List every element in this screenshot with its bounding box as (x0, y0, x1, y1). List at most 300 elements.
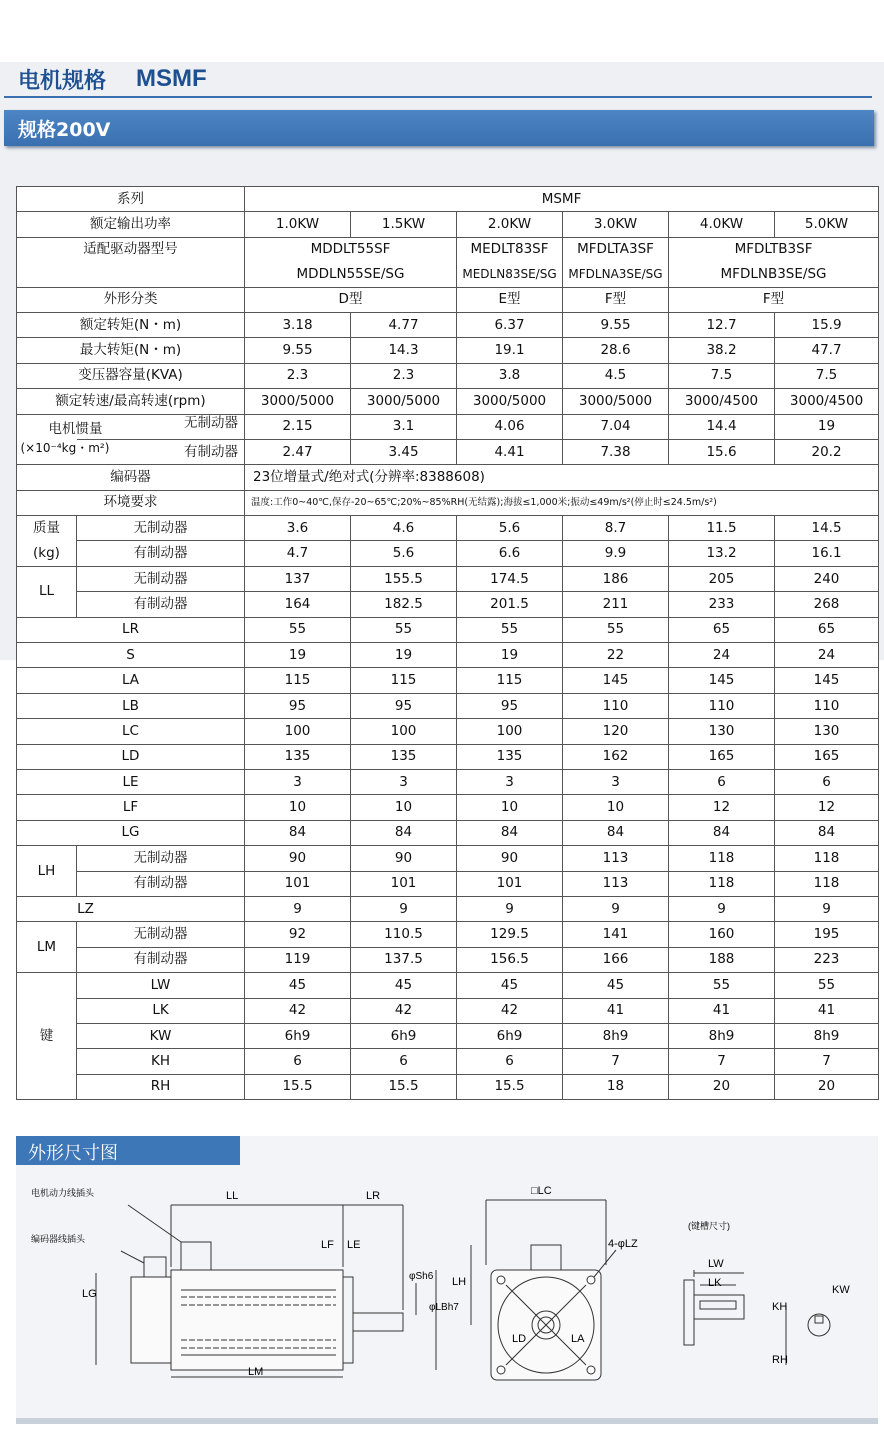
value-cell: 268 (775, 592, 879, 617)
row-lm-no-brake (17, 922, 879, 947)
value-cell: 186 (563, 566, 669, 591)
value-cell: 19 (351, 643, 457, 668)
with-brake-label: 有制动器 (184, 443, 238, 460)
value-cell: 19.1 (457, 338, 563, 363)
driver-e-2: MEDLN83SE/SG (457, 262, 563, 287)
value-cell: 9 (457, 896, 563, 921)
value-cell: 3.45 (351, 439, 457, 464)
kw-dim-label: KW (832, 1284, 850, 1296)
rh-dim-label: RH (772, 1354, 788, 1366)
value-cell: 90 (351, 846, 457, 871)
value-cell: 84 (775, 820, 879, 845)
dimension-drawing (16, 1165, 878, 1415)
value-cell: 7 (669, 1049, 775, 1074)
value-cell: 4.5 (563, 363, 669, 388)
lk-dim-label: LK (708, 1277, 722, 1289)
value-cell: 5.6 (351, 541, 457, 566)
value-cell: 166 (563, 947, 669, 972)
row-max-torque (17, 338, 879, 363)
value-cell: 19 (457, 643, 563, 668)
no-brake-label: 无制动器 (184, 415, 238, 432)
value-cell: 9 (245, 896, 351, 921)
kh-dim-label: KH (772, 1301, 788, 1313)
value-cell: 141 (563, 922, 669, 947)
row-lm-with-brake (17, 947, 879, 972)
value-cell: 84 (563, 820, 669, 845)
row-environment (17, 490, 879, 515)
power-cell: 1.5KW (351, 212, 457, 237)
value-cell: 7.38 (563, 439, 669, 464)
value-cell: 5.6 (457, 516, 563, 541)
value-cell: 3000/5000 (351, 389, 457, 414)
value-cell: 130 (775, 719, 879, 744)
value-cell: 20 (775, 1074, 879, 1099)
driver-f3-2: MFDLNA3SE/SG (563, 262, 669, 287)
value-cell: 41 (563, 998, 669, 1023)
inertia-label-text: 电机惯量 (48, 421, 103, 438)
value-cell: 3.6 (245, 516, 351, 541)
driver-d-1: MDDLT55SF (245, 237, 457, 262)
value-cell: 9.55 (563, 312, 669, 337)
section-header (4, 110, 874, 146)
value-cell: 100 (245, 719, 351, 744)
no-brake-label: 无制动器 (77, 566, 245, 591)
value-cell: 18 (563, 1074, 669, 1099)
value-cell: 92 (245, 922, 351, 947)
value-cell: 10 (457, 795, 563, 820)
value-cell: 195 (775, 922, 879, 947)
value-cell: 6h9 (245, 1023, 351, 1048)
spec-table (16, 186, 879, 1100)
value-cell: 165 (669, 744, 775, 769)
with-brake-label: 有制动器 (77, 541, 245, 566)
dim-label: LC (17, 719, 245, 744)
series-label: 系列 (17, 187, 245, 212)
value-cell: 2.3 (245, 363, 351, 388)
value-cell: 9 (669, 896, 775, 921)
value-cell: 145 (563, 668, 669, 693)
value-cell: 2.3 (351, 363, 457, 388)
value-cell: 4.06 (457, 414, 563, 439)
value-cell: 145 (669, 668, 775, 693)
row-label: 最大转矩(N・m) (17, 338, 245, 363)
value-cell: 14.4 (669, 414, 775, 439)
lr-dim-label: LR (366, 1190, 381, 1202)
value-cell: 15.5 (245, 1074, 351, 1099)
row-label: 额定转矩(N・m) (17, 312, 245, 337)
value-cell: 2.47 (245, 439, 351, 464)
value-cell: 14.5 (775, 516, 879, 541)
mass-unit: (kg) (17, 541, 77, 566)
dim-label: LR (17, 617, 245, 642)
value-cell: 115 (245, 668, 351, 693)
value-cell: 135 (245, 744, 351, 769)
row-shape (17, 287, 879, 312)
value-cell: 42 (245, 998, 351, 1023)
value-cell: 201.5 (457, 592, 563, 617)
value-cell: 9.55 (245, 338, 351, 363)
value-cell: 115 (351, 668, 457, 693)
value-cell: 95 (457, 693, 563, 718)
value-cell: 100 (457, 719, 563, 744)
value-cell: 3.8 (457, 363, 563, 388)
row-encoder (17, 465, 879, 490)
row-driver (17, 237, 879, 262)
row-inertia-no-brake (17, 414, 879, 439)
value-cell: 55 (563, 617, 669, 642)
lbh7-dim-label: φLBh7 (429, 1302, 459, 1313)
value-cell: 160 (669, 922, 775, 947)
driver-f4-2: MFDLNB3SE/SG (669, 262, 879, 287)
value-cell: 6 (245, 1049, 351, 1074)
value-cell: 3000/5000 (457, 389, 563, 414)
value-cell: 174.5 (457, 566, 563, 591)
row-label: 变压器容量(KVA) (17, 363, 245, 388)
value-cell: 9 (563, 896, 669, 921)
row-lh-no-brake (17, 846, 879, 871)
value-cell: 42 (351, 998, 457, 1023)
value-cell: 45 (563, 973, 669, 998)
row-key-lk (17, 998, 879, 1023)
value-cell: 6 (775, 769, 879, 794)
value-cell: 42 (457, 998, 563, 1023)
value-cell: 84 (245, 820, 351, 845)
row-dim (17, 795, 879, 820)
value-cell: 45 (457, 973, 563, 998)
value-cell: 10 (351, 795, 457, 820)
value-cell: 55 (457, 617, 563, 642)
value-cell: 137.5 (351, 947, 457, 972)
row-speed (17, 389, 879, 414)
drawing-title: 外形尺寸图 (28, 1143, 118, 1164)
ll-dim-label: LL (226, 1190, 239, 1202)
env-label: 环境要求 (17, 490, 245, 515)
value-cell: 90 (245, 846, 351, 871)
row-dim (17, 719, 879, 744)
row-mass-with-brake (17, 541, 879, 566)
value-cell: 8h9 (775, 1023, 879, 1048)
value-cell: 55 (245, 617, 351, 642)
row-dim (17, 693, 879, 718)
value-cell: 4.77 (351, 312, 457, 337)
value-cell: 3000/4500 (775, 389, 879, 414)
mass-label: 质量 (17, 516, 77, 541)
value-cell: 113 (563, 846, 669, 871)
value-cell: 164 (245, 592, 351, 617)
value-cell: 130 (669, 719, 775, 744)
value-cell: 3000/5000 (563, 389, 669, 414)
value-cell: 7 (563, 1049, 669, 1074)
shape-label: 外形分类 (17, 287, 245, 312)
value-cell: 55 (351, 617, 457, 642)
ld-dim-label: LD (512, 1333, 527, 1345)
key-row-label: LW (77, 973, 245, 998)
value-cell: 240 (775, 566, 879, 591)
key-row-label: RH (77, 1074, 245, 1099)
value-cell: 223 (775, 947, 879, 972)
value-cell: 3 (563, 769, 669, 794)
with-brake-label: 有制动器 (77, 592, 245, 617)
lh-label: LH (17, 846, 77, 897)
value-cell: 110.5 (351, 922, 457, 947)
value-cell: 90 (457, 846, 563, 871)
value-cell: 137 (245, 566, 351, 591)
key-row-label: KW (77, 1023, 245, 1048)
shape-cell: E型 (457, 287, 563, 312)
key-row-label: LK (77, 998, 245, 1023)
no-brake-label: 无制动器 (77, 846, 245, 871)
value-cell: 3 (351, 769, 457, 794)
value-cell: 14.3 (351, 338, 457, 363)
shape-cell: D型 (245, 287, 457, 312)
row-lz (17, 896, 879, 921)
value-cell: 6 (669, 769, 775, 794)
row-dim (17, 820, 879, 845)
keyway-label: (键槽尺寸) (688, 1221, 730, 1231)
le-dim-label: LE (347, 1239, 361, 1251)
value-cell: 20.2 (775, 439, 879, 464)
value-cell: 3000/4500 (669, 389, 775, 414)
value-cell: 41 (669, 998, 775, 1023)
value-cell: 101 (457, 871, 563, 896)
inertia-no-brake-label (48, 414, 245, 439)
inertia-unit: (×10⁻⁴kg・m²) (20, 440, 110, 455)
value-cell: 11.5 (669, 516, 775, 541)
lh-dim-label: LH (452, 1276, 467, 1288)
power-label: 额定输出功率 (17, 212, 245, 237)
value-cell: 20 (669, 1074, 775, 1099)
row-ll-with-brake (17, 592, 879, 617)
value-cell: 84 (669, 820, 775, 845)
value-cell: 7.04 (563, 414, 669, 439)
value-cell: 12 (775, 795, 879, 820)
driver-label (17, 237, 245, 287)
value-cell: 55 (669, 973, 775, 998)
lg-dim-label: LG (82, 1288, 97, 1300)
spec-table-wrap (16, 186, 878, 1100)
value-cell: 47.7 (775, 338, 879, 363)
value-cell: 28.6 (563, 338, 669, 363)
value-cell: 41 (775, 998, 879, 1023)
page-title-model: MSMF (136, 65, 207, 92)
value-cell: 55 (775, 973, 879, 998)
value-cell: 156.5 (457, 947, 563, 972)
value-cell: 3 (245, 769, 351, 794)
driver-f3-1: MFDLTA3SF (563, 237, 669, 262)
front-view (471, 1200, 616, 1380)
driver-e-1: MEDLT83SF (457, 237, 563, 262)
value-cell: 3000/5000 (245, 389, 351, 414)
value-cell: 188 (669, 947, 775, 972)
value-cell: 4.41 (457, 439, 563, 464)
value-cell: 211 (563, 592, 669, 617)
value-cell: 6h9 (351, 1023, 457, 1048)
row-power (17, 212, 879, 237)
row-mass-no-brake (17, 516, 879, 541)
value-cell: 101 (351, 871, 457, 896)
value-cell: 205 (669, 566, 775, 591)
shape-cell: F型 (563, 287, 669, 312)
value-cell: 110 (669, 693, 775, 718)
section-title: 规格200V (18, 119, 111, 141)
dim-label: S (17, 643, 245, 668)
driver-d-2: MDDLN55SE/SG (245, 262, 457, 287)
encoder-label: 编码器 (17, 465, 245, 490)
shape-cell: F型 (669, 287, 879, 312)
value-cell: 120 (563, 719, 669, 744)
value-cell: 10 (245, 795, 351, 820)
ll-label: LL (17, 566, 77, 617)
key-row-label: KH (77, 1049, 245, 1074)
row-key-kh (17, 1049, 879, 1074)
value-cell: 145 (775, 668, 879, 693)
with-brake-label: 有制动器 (77, 871, 245, 896)
value-cell: 38.2 (669, 338, 775, 363)
no-brake-label: 无制动器 (77, 516, 245, 541)
title-divider (4, 96, 872, 98)
value-cell: 110 (775, 693, 879, 718)
encoder-value: 23位增量式/绝对式(分辨率:8388608) (245, 465, 879, 490)
value-cell: 4.7 (245, 541, 351, 566)
env-value: 温度:工作0~40℃,保存-20~65℃;20%~85%RH(无结露);海拔≤1,000米;振动≤49m/s²(停止时≤24.5m/s²) (245, 490, 879, 515)
value-cell: 19 (245, 643, 351, 668)
value-cell: 3.18 (245, 312, 351, 337)
row-lh-with-brake (17, 871, 879, 896)
sh6-dim-label: φSh6 (409, 1271, 434, 1282)
dim-label: LG (17, 820, 245, 845)
value-cell: 113 (563, 871, 669, 896)
value-cell: 6 (457, 1049, 563, 1074)
with-brake-label: 有制动器 (77, 947, 245, 972)
value-cell: 118 (775, 871, 879, 896)
row-inertia-with-brake (17, 439, 879, 464)
row-dim (17, 643, 879, 668)
row-dim (17, 769, 879, 794)
dim-label: LA (17, 668, 245, 693)
lz-label: LZ (17, 896, 245, 921)
la-dim-label: LA (571, 1333, 585, 1345)
value-cell: 22 (563, 643, 669, 668)
key-view (684, 1270, 830, 1365)
value-cell: 12.7 (669, 312, 775, 337)
value-cell: 19 (775, 414, 879, 439)
side-view (96, 1205, 436, 1377)
row-dim (17, 617, 879, 642)
power-cell: 3.0KW (563, 212, 669, 237)
value-cell: 8.7 (563, 516, 669, 541)
page-title-cn: 电机规格 (18, 68, 107, 94)
value-cell: 115 (457, 668, 563, 693)
value-cell: 118 (669, 871, 775, 896)
lm-dim-label: LM (248, 1366, 264, 1378)
value-cell: 15.9 (775, 312, 879, 337)
value-cell: 12 (669, 795, 775, 820)
key-label: 键 (17, 973, 77, 1100)
row-key-rh (17, 1074, 879, 1099)
value-cell: 95 (245, 693, 351, 718)
value-cell: 135 (351, 744, 457, 769)
encoder-plug-label: 编码器线插头 (31, 1234, 86, 1244)
value-cell: 84 (457, 820, 563, 845)
value-cell: 6.6 (457, 541, 563, 566)
value-cell: 7.5 (669, 363, 775, 388)
value-cell: 110 (563, 693, 669, 718)
value-cell: 15.6 (669, 439, 775, 464)
value-cell: 8h9 (563, 1023, 669, 1048)
value-cell: 24 (775, 643, 879, 668)
value-cell: 7 (775, 1049, 879, 1074)
value-cell: 13.2 (669, 541, 775, 566)
value-cell: 9 (775, 896, 879, 921)
value-cell: 162 (563, 744, 669, 769)
value-cell: 45 (245, 973, 351, 998)
value-cell: 101 (245, 871, 351, 896)
lc-dim-label: □LC (531, 1185, 552, 1197)
value-cell: 7.5 (775, 363, 879, 388)
series-value: MSMF (245, 187, 879, 212)
value-cell: 155.5 (351, 566, 457, 591)
value-cell: 65 (775, 617, 879, 642)
value-cell: 118 (669, 846, 775, 871)
row-dim (17, 668, 879, 693)
power-cell: 1.0KW (245, 212, 351, 237)
power-plug-label: 电机动力线插头 (31, 1188, 95, 1198)
power-cell: 2.0KW (457, 212, 563, 237)
row-key-lw (17, 973, 879, 998)
lf-dim-label: LF (321, 1239, 334, 1251)
dim-label: LE (17, 769, 245, 794)
value-cell: 65 (669, 617, 775, 642)
value-cell: 95 (351, 693, 457, 718)
dim-label: LF (17, 795, 245, 820)
value-cell: 24 (669, 643, 775, 668)
value-cell: 119 (245, 947, 351, 972)
value-cell: 233 (669, 592, 775, 617)
lm-label: LM (17, 922, 77, 973)
value-cell: 6 (351, 1049, 457, 1074)
row-ll-no-brake (17, 566, 879, 591)
power-cell: 5.0KW (775, 212, 879, 237)
drawing-header (16, 1136, 240, 1165)
value-cell: 9.9 (563, 541, 669, 566)
power-cell: 4.0KW (669, 212, 775, 237)
value-cell: 165 (775, 744, 879, 769)
no-brake-label: 无制动器 (77, 922, 245, 947)
lz-dim-label: 4-φLZ (608, 1238, 638, 1250)
value-cell: 45 (351, 973, 457, 998)
lw-dim-label: LW (708, 1258, 724, 1270)
value-cell: 6.37 (457, 312, 563, 337)
value-cell: 9 (351, 896, 457, 921)
dim-label: LB (17, 693, 245, 718)
row-label: 额定转速/最高转速(rpm) (17, 389, 245, 414)
row-dim (17, 744, 879, 769)
value-cell: 182.5 (351, 592, 457, 617)
value-cell: 118 (775, 846, 879, 871)
value-cell: 135 (457, 744, 563, 769)
value-cell: 16.1 (775, 541, 879, 566)
value-cell: 8h9 (669, 1023, 775, 1048)
value-cell: 4.6 (351, 516, 457, 541)
value-cell: 3 (457, 769, 563, 794)
value-cell: 129.5 (457, 922, 563, 947)
dim-label: LD (17, 744, 245, 769)
value-cell: 2.15 (245, 414, 351, 439)
row-rated-torque (17, 312, 879, 337)
value-cell: 6h9 (457, 1023, 563, 1048)
driver-label-text: 适配驱动器型号 (83, 240, 178, 257)
value-cell: 10 (563, 795, 669, 820)
